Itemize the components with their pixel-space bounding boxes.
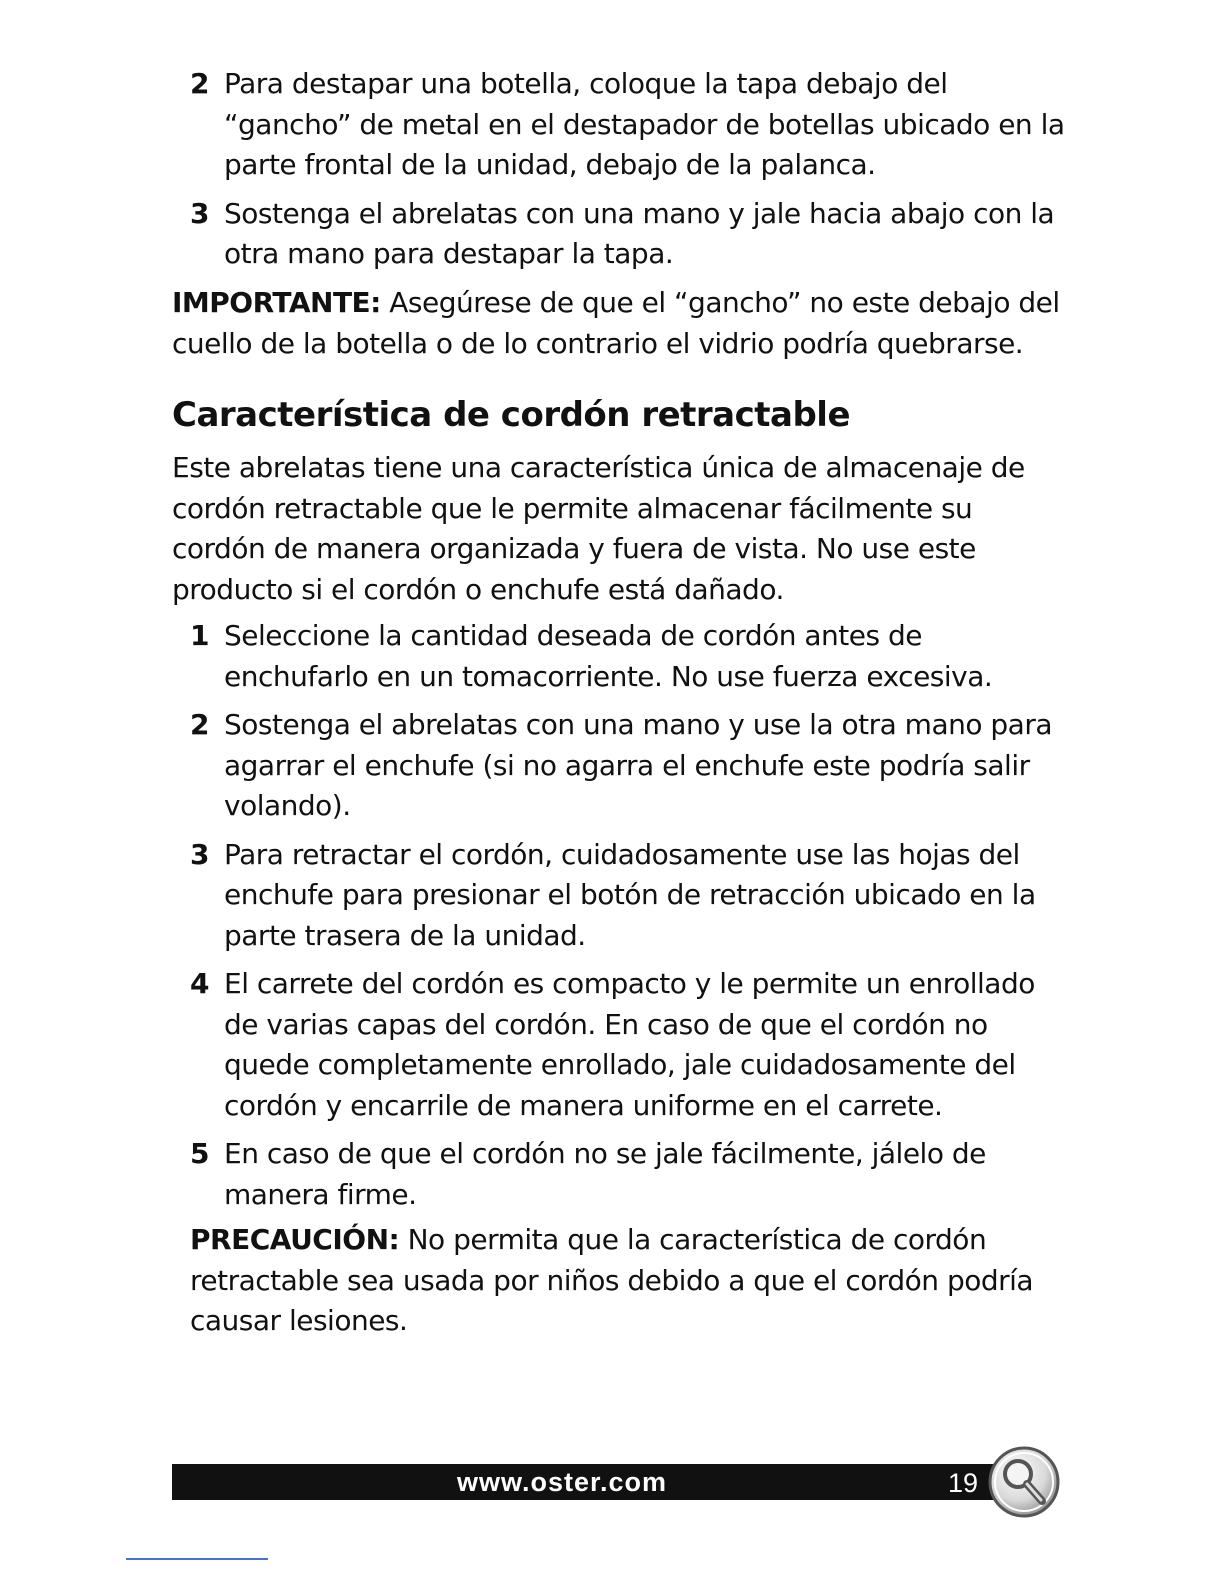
step-number: 1 (190, 619, 209, 652)
importante-note (172, 283, 1072, 364)
precaucion-text: No permita que la característica de cordón retractable sea usada por niños debido a que el cordón podría causar lesiones. (190, 1223, 1034, 1337)
bottle-opener-steps (172, 64, 1072, 283)
retractable-cord-steps (172, 616, 1072, 1223)
page-number: 19 (948, 1468, 979, 1498)
step-number: 2 (190, 67, 209, 100)
divider (126, 1558, 268, 1560)
step-number: 3 (190, 196, 209, 230)
step-text: El carrete del cordón es compacto y le permite un enrollado de varias capas del cordón. En caso de que el cordón no quede completamente enrollado, jale cuidadosamente del cordón y encarrile de manera uniforme en el carrete. (224, 967, 1035, 1122)
list-item (172, 64, 1072, 186)
importante-text: Asegúrese de que el “gancho” no este debajo del cuello de la botella o de lo contrario el vidrio podría quebrarse. (172, 286, 1060, 360)
step-text: Para retractar el cordón, cuidadosamente use las hojas del enchufe para presionar el botón de retracción ubicado en la parte trasera de la unidad. (224, 837, 1036, 952)
footer-url-link[interactable]: www.oster.com (456, 1467, 668, 1497)
importante-label: IMPORTANTE: (172, 286, 381, 319)
list-item (172, 1134, 1072, 1215)
footer-bar (172, 1464, 994, 1500)
step-text: Sostenga el abrelatas con una mano y use la otra mano para agarrar el enchufe (si no agarra el enchufe este podría salir volando). (224, 708, 1052, 822)
list-item (172, 835, 1072, 957)
list-item (172, 616, 1072, 697)
magnifier-icon (986, 1444, 1062, 1520)
precaucion-label: PRECAUCIÓN: (190, 1223, 400, 1256)
list-item (172, 705, 1072, 827)
step-number: 5 (190, 1137, 209, 1170)
step-text: Para destapar una botella, coloque la tapa debajo del “gancho” de metal en el destapador de botellas ubicado en la parte frontal de la unidad, debajo de la palanca. (224, 67, 1065, 181)
section-intro: Este abrelatas tiene una característica única de almacenaje de cordón retractable que le permite almacenar fácilmente su cordón de manera organizada y fuera de vista. No use este producto si el cordón o enchufe está dañado. (172, 451, 1025, 606)
section-title: Característica de cordón retractable (172, 395, 851, 435)
step-number: 4 (190, 967, 209, 1000)
step-text: Sostenga el abrelatas con una mano y jale hacia abajo con la otra mano para destapar la tapa. (224, 196, 1055, 270)
list-item (172, 964, 1072, 1126)
step-number: 3 (190, 837, 209, 871)
step-number: 2 (190, 708, 209, 741)
step-text: Seleccione la cantidad deseada de cordón antes de enchufarlo en un tomacorriente. No use fuerza excesiva. (224, 619, 993, 693)
step-text: En caso de que el cordón no se jale fácilmente, jálelo de manera firme. (224, 1137, 986, 1211)
precaucion-note (190, 1220, 1070, 1342)
list-item (172, 194, 1072, 275)
